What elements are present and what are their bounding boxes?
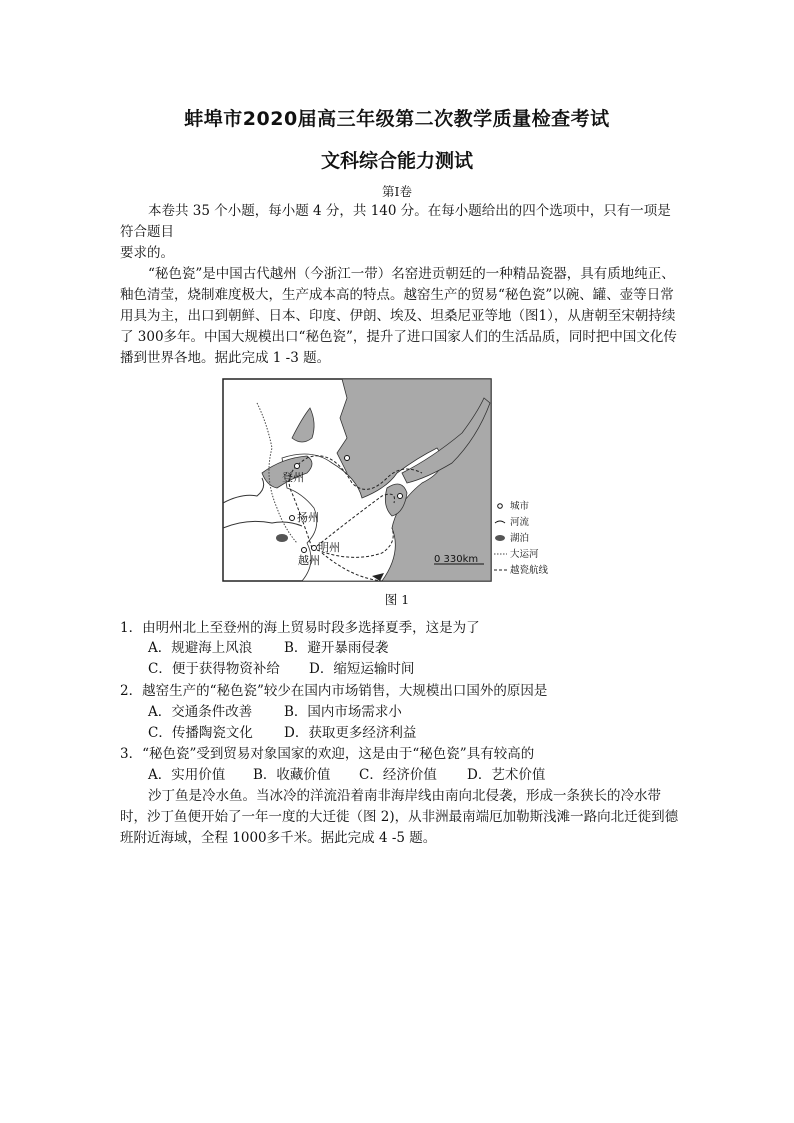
legend-city-icon [498,504,503,509]
city-yangzhou [290,516,295,521]
exam-subtitle: 文科综合能力测试 [320,150,473,172]
legend-lake-icon [495,535,505,541]
question-2-stem: 2．越窑生产的“秘色瓷”较少在国内市场销售，大规模出口国外的原因是 [120,683,548,699]
question-1-stem: 1．由明州北上至登州的海上贸易时段多选择夏季，这是为了 [120,620,480,636]
intro-line-2: 要求的。 [120,245,174,261]
legend-river: 河流 [510,517,530,528]
q1-option-d: D．缩短运输时间 [309,661,415,677]
q1-option-b: B．避开暴雨侵袭 [284,640,389,656]
q2-option-d: D．获取更多经济利益 [284,725,417,741]
passage-1: “秘色瓷”是中国古代越州（今浙江一带）名窑进贡朝廷的一种精品瓷器，具有质地纯正、釉色清莹，烧制难度极大，生产成本高的特点。越窑生产的贸易“秘色瓷”以碗、罐、壶等日常用具为主，出口到朝鲜、日本、印度、伊朗、埃及、坦桑尼亚等地（图1），从唐朝至宋朝持续了 300多年。中国大规模出口“秘色瓷”，提升了进口国家人们的生活品质，同时把中国文化传播到世界各地。据此完成 1 -3 题。 [120,266,677,366]
scale-label: 0 330km [434,554,479,565]
q1-option-c: C．便于获得物资补给 [148,661,280,677]
city-yuezhou [302,548,307,553]
label-yangzhou: 扬州 [297,511,319,524]
q2-option-c: C．传播陶瓷文化 [148,725,253,741]
intro-line-1: 本卷共 35 个小题，每小题 4 分，共 140 分。在每小题给出的四个选项中，只有一项是符合题目 [120,203,671,240]
legend-canal: 大运河 [510,549,539,560]
lake [276,534,288,542]
city-japan [398,494,403,499]
city-mingzhou [312,546,317,551]
label-dengzhou: 登州 [282,471,304,484]
label-mingzhou: 明州 [318,541,340,554]
q3-option-c: C．经济价值 [359,767,437,783]
q2-option-a: A．交通条件改善 [148,704,253,720]
q3-option-a: A．实用价值 [148,767,226,783]
q3-option-d: D．艺术价值 [467,767,546,783]
city-dengzhou [295,464,300,469]
legend-city: 城市 [510,501,530,512]
legend-route: 越瓷航线 [510,565,549,576]
section-label: 第Ⅰ卷 [382,184,412,199]
exam-title: 蚌埠市2020届高三年级第二次教学质量检查考试 [184,108,610,130]
q2-option-b: B．国内市场需求小 [284,704,402,720]
city-korea [345,456,350,461]
q1-option-a: A．规避海上风浪 [148,640,253,656]
passage-2: 沙丁鱼是冷水鱼。当冰冷的洋流沿着南非海岸线由南向北侵袭，形成一条狭长的冷水带时，沙丁鱼便开始了一年一度的大迁徙（图 2)，从非洲最南端厄加勒斯浅滩一路向北迁徙到德班附近海域，全程 1000多千米。据此完成 4 -5 题。 [120,788,679,846]
figure-1-caption: 图 1 [384,592,410,607]
question-3-stem: 3．“秘色瓷”受到贸易对象国家的欢迎，这是由于“秘色瓷”具有较高的 [120,746,535,762]
figure-1-map [222,378,572,582]
legend-river-icon [495,521,505,523]
label-yuezhou: 越州 [298,554,320,567]
legend-lake: 湖泊 [510,533,530,544]
q3-option-b: B．收藏价值 [253,767,331,783]
